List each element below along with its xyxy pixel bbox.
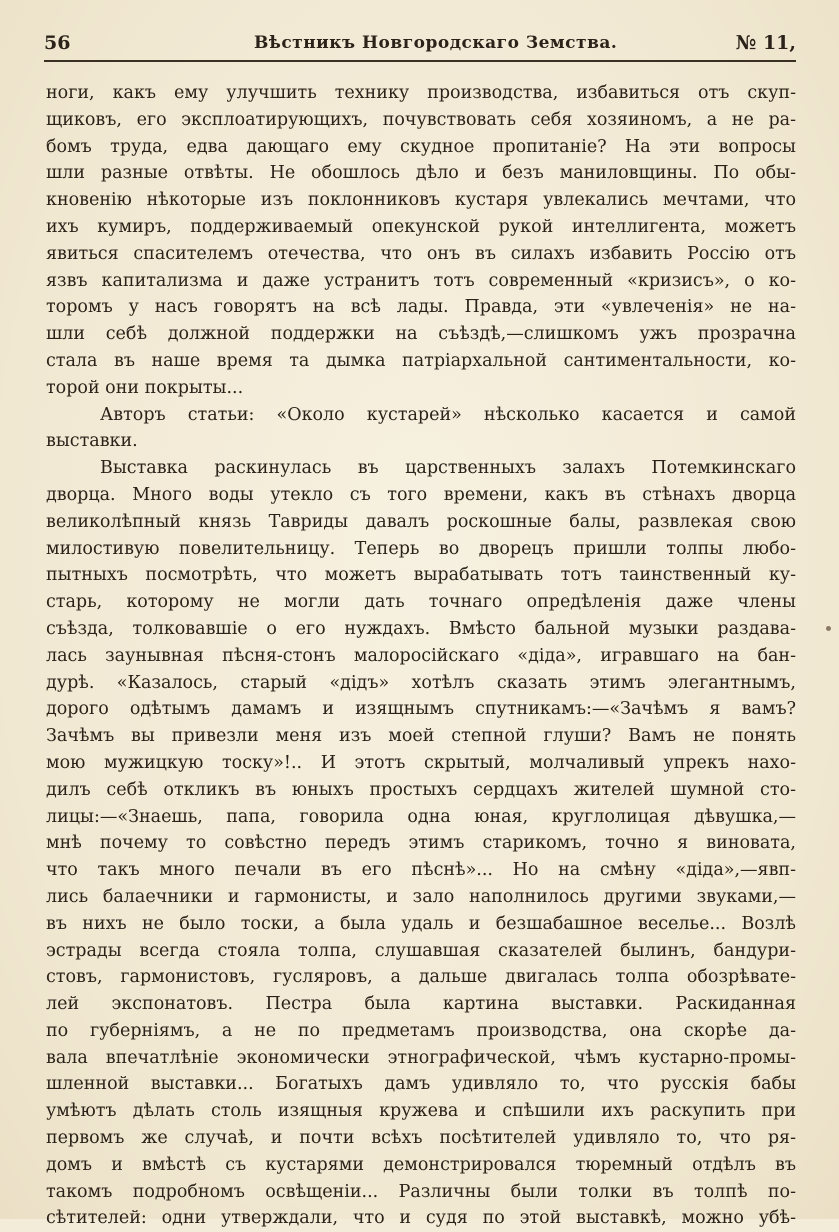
text-line: старь, которому не могли дать точнаго опредѣленія даже члены xyxy=(46,592,796,613)
text-line: лась заунывная пѣсня-стонъ малоросійскаго «діда», игравшаго на бан- xyxy=(46,645,796,666)
text-line: лись балаечники и гармонисты, и зало наполнилось другими звуками,— xyxy=(46,886,796,907)
text-line: Зачѣмъ вы привезли меня изъ моей степной глуши? Вамъ не понять xyxy=(46,726,796,747)
text-line: что такъ много печали въ его пѣснѣ»... Но на смѣну «діда»,—явп- xyxy=(46,860,796,881)
text-line: сѣтителей: одни утверждали, что и судя по этой выставкѣ, можно убѣ- xyxy=(46,1208,796,1229)
text-line: ихъ кумиръ, поддерживаемый опекунской рукой интеллигента, можетъ xyxy=(46,216,796,237)
text-line: стовъ, гармонистовъ, гусляровъ, а дальше двигалась толпа обозрѣвате- xyxy=(46,967,796,988)
text-line: явиться спасителемъ отечества, что онъ въ силахъ избавить Россію отъ xyxy=(46,243,796,264)
page-speck xyxy=(826,626,831,631)
text-line: эстрады всегда стояла толпа, слушавшая сказателей былинъ, бандури- xyxy=(46,940,796,961)
text-line: дорого одѣтымъ дамамъ и изящнымъ спутникамъ:—«Зачѣмъ я вамъ? xyxy=(46,699,796,720)
article-body xyxy=(46,80,796,1232)
text-line: лицы:—«Знаешь, папа, говорила одна юная, круглолицая дѣвушка,— xyxy=(46,806,796,827)
text-line: Авторъ статьи: «Около кустарей» нѣсколько касается и самой xyxy=(100,404,796,425)
text-line: вала впечатлѣніе экономически этнографической, чѣмъ кустарно-промы- xyxy=(46,1047,796,1068)
text-line: стала въ наше время та дымка патріархальной сантиментальности, ко- xyxy=(46,350,796,371)
text-line: милостивую повелительницу. Теперь во дворецъ пришли толпы любо- xyxy=(46,538,796,559)
text-line: дворца. Много воды утекло съ того времени, какъ въ стѣнахъ дворца xyxy=(46,484,796,505)
text-line: торомъ у насъ говорятъ на всѣ лады. Правда, эти «увлеченія» не на- xyxy=(46,297,796,318)
text-line: домъ и вмѣстѣ съ кустарями демонстрировался тюремный отдѣлъ въ xyxy=(46,1154,796,1175)
text-line: первомъ же случаѣ, и почти всѣхъ посѣтителей удивляло то, что ря- xyxy=(46,1128,796,1149)
text-line: мнѣ почему то совѣстно передъ этимъ старикомъ, точно я виновата, xyxy=(46,833,796,854)
text-line: лей экспонатовъ. Пестра была картина выставки. Раскиданная xyxy=(46,994,796,1015)
text-line: такомъ подробномъ освѣщеніи... Различны были толки въ толпѣ по- xyxy=(46,1181,796,1202)
issue-number: № 11, xyxy=(735,32,796,54)
text-line: выставки. xyxy=(46,431,138,452)
text-line: дурѣ. «Казалось, старый «дідъ» хотѣлъ сказать этимъ элегантнымъ, xyxy=(46,672,796,693)
text-line: пытныхъ посмотрѣть, что можетъ вырабатывать тотъ таинственный ку- xyxy=(46,565,796,586)
text-line: великолѣпный князь Тавриды давалъ роскошные балы, развлекая свою xyxy=(46,511,796,532)
text-line: по губерніямъ, а не по предметамъ производства, она скорѣе да- xyxy=(46,1020,796,1041)
text-line: ноги, какъ ему улучшить технику производства, избавиться отъ скуп- xyxy=(46,83,796,103)
text-line: шленной выставки... Богатыхъ дамъ удивляло то, что русскія бабы xyxy=(46,1074,796,1095)
page-header xyxy=(44,28,796,58)
text-line: Выставка раскинулась въ царственныхъ залахъ Потемкинскаго xyxy=(100,458,796,479)
text-line: съѣзда, толковавшіе о его нуждахъ. Вмѣсто бальной музыки раздава- xyxy=(46,618,796,639)
text-line: въ нихъ не было тоски, а была удаль и безшабашное веселье... Возлѣ xyxy=(46,913,796,934)
text-line: щиковъ, его эксплоатирующихъ, почувствовать себя хозяиномъ, а не ра- xyxy=(46,109,796,130)
text-line: бомъ труда, едва дающаго ему скудное пропитаніе? На эти вопросы xyxy=(46,136,796,157)
text-line: умѣютъ дѣлать столь изящныя кружева и спѣшили ихъ раскупить при xyxy=(46,1101,796,1122)
text-line: торой они покрыты... xyxy=(46,377,244,398)
text-line: кновенію нѣкоторые изъ поклонниковъ кустаря увлекались мечтами, что xyxy=(46,190,796,211)
text-line: шли себѣ должной поддержки на съѣздѣ,—слишкомъ ужъ прозрачна xyxy=(46,324,796,345)
text-line: дилъ себѣ откликъ въ юныхъ простыхъ сердцахъ жителей шумной сто- xyxy=(46,779,796,800)
text-line: шли разные отвѣты. Не обошлось дѣло и безъ маниловщины. По обы- xyxy=(46,163,796,184)
text-line: мою мужицкую тоску»!.. И этотъ скрытый, молчаливый упрекъ нахо- xyxy=(46,752,796,773)
header-rule xyxy=(44,60,796,62)
page-number: 56 xyxy=(44,32,71,54)
running-title: Вѣстникъ Новгородскаго Земства. xyxy=(254,33,618,53)
text-line: язвъ капитализма и даже устранитъ тотъ современный «кризисъ», о ко- xyxy=(46,270,796,291)
